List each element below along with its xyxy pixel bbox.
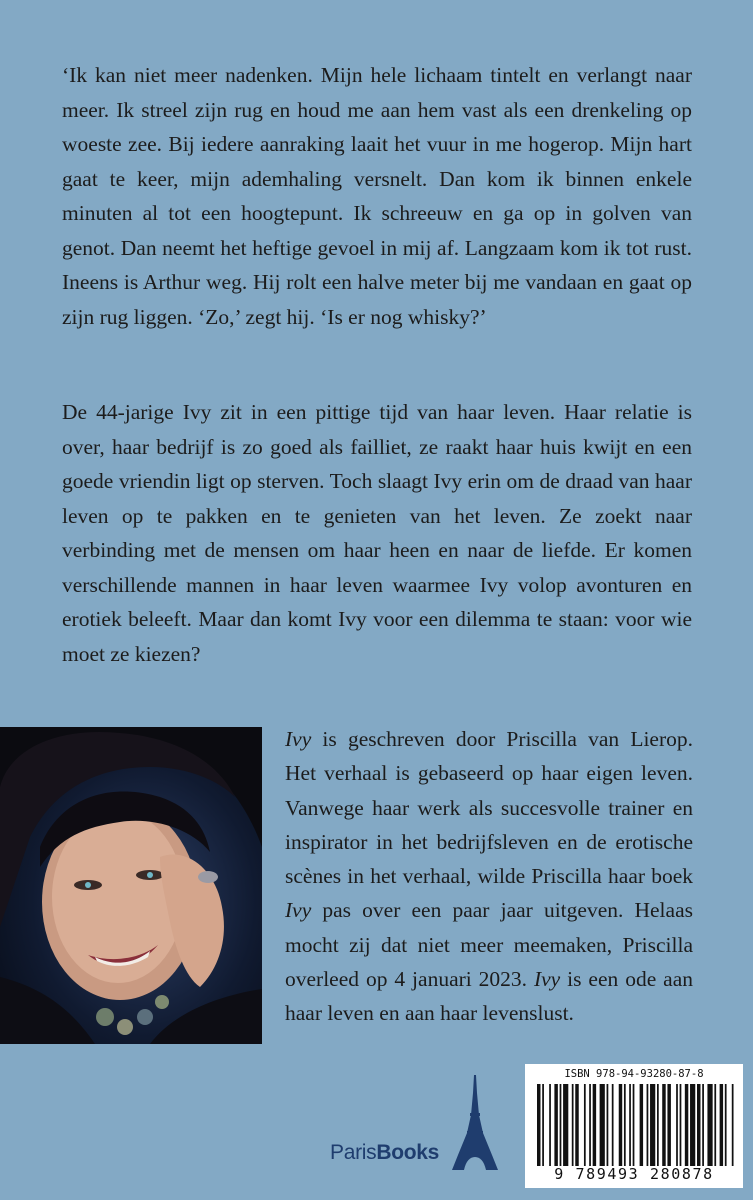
barcode-bar [690, 1084, 695, 1166]
barcode-bar [600, 1084, 605, 1166]
book-blurb: De 44-jarige Ivy zit in een pittige tijd van haar leven. Haar relatie is over, haar bedrijf is zo goed als failliet, ze raakt haar huis kwijt en een goede vriendin ligt op sterven. Toch slaagt Ivy erin om de draad van haar leven op te pakken en te genieten van het leven. Ze zoekt naar verbinding met de mensen om haar heen en naar de liefde. Er komen verschillende mannen in haar leven waarmee Ivy volop avonturen en erotiek beleeft. Maar dan komt Ivy voor een dilemma te staan: voor wie moet ze kiezen? [62, 400, 692, 666]
barcode-bar [593, 1084, 596, 1166]
eiffel-tower-icon [450, 1075, 500, 1170]
barcode-bar [650, 1084, 655, 1166]
barcode-bar [584, 1084, 586, 1166]
barcode-bar [575, 1084, 578, 1166]
barcode-bar [537, 1084, 540, 1166]
barcode-bar [640, 1084, 643, 1166]
publisher-logo [330, 1141, 439, 1165]
barcode [525, 1064, 743, 1188]
barcode-bars [537, 1084, 737, 1166]
author-photo [0, 727, 262, 1044]
barcode-bar [647, 1084, 649, 1166]
ean-number: 9 789493 280878 [554, 1165, 714, 1183]
barcode-bar [702, 1084, 704, 1166]
barcode-bar [629, 1084, 631, 1166]
barcode-bar [662, 1084, 665, 1166]
bio-text-3: is een ode aan haar leven en aan haar levenslust. [285, 967, 694, 1026]
barcode-bar [633, 1084, 635, 1166]
barcode-bar [714, 1084, 716, 1166]
barcode-bar [657, 1084, 659, 1166]
bio-title-2: Ivy [285, 898, 312, 923]
author-bio [285, 722, 693, 1031]
barcode-bar [667, 1084, 670, 1166]
barcode-bar [612, 1084, 614, 1166]
bio-text-2: pas over een paar jaar uitgeven. Helaas mocht zij dat niet meer meemaken, Priscilla overleed op 4 januari 2023. [285, 898, 693, 992]
back-cover-excerpt: ‘Ik kan niet meer nadenken. Mijn hele lichaam tintelt en verlangt naar meer. Ik streel zijn rug en houd me aan hem vast als een drenkeling op woeste zee. Bij iedere aanraking laait het vuur in me hogerop. Mijn hart gaat te keer, mijn ademhaling versnelt. Dan kom ik binnen enkele minuten al tot een hoogtepunt. Ik schreeuw en ga op in golven van genot. Dan neemt het heftige gevoel in mij af. Langzaam kom ik tot rust. Ineens is Arthur weg. Hij rolt een halve meter bij me vandaan en gaat op zijn rug liggen. ‘Zo,’ zegt hij. ‘Is er nog whisky?’ [62, 63, 692, 329]
barcode-bar [720, 1084, 723, 1166]
barcode-bar [697, 1084, 700, 1166]
barcode-bar [624, 1084, 626, 1166]
barcode-bar [563, 1084, 568, 1166]
barcode-bar [572, 1084, 574, 1166]
barcode-bar [680, 1084, 682, 1166]
barcode-bar [676, 1084, 678, 1166]
isbn-text: ISBN 978-94-93280-87-8 [564, 1068, 704, 1080]
barcode-bar [589, 1084, 591, 1166]
barcode-bar [607, 1084, 609, 1166]
barcode-bar [554, 1084, 557, 1166]
bio-title-1: Ivy [285, 727, 312, 751]
publisher-name-bold: Books [376, 1141, 440, 1164]
bio-text-1: is geschreven door Priscilla van Lierop. Het verhaal is gebaseerd op haar eigen leven. Vanwege haar werk als succesvolle trainer en inspirator in het bedrijfsleven en de erotische scènes in het verhaal, wilde Priscilla haar boek [285, 727, 693, 889]
barcode-bar [542, 1084, 544, 1166]
barcode-bar [549, 1084, 551, 1166]
barcode-bar [619, 1084, 622, 1166]
barcode-bar [725, 1084, 727, 1166]
barcode-bar [685, 1084, 688, 1166]
publisher-name-light: Paris [330, 1141, 377, 1164]
bio-title-3: Ivy [533, 967, 561, 992]
barcode-bar [732, 1084, 734, 1166]
barcode-bar [707, 1084, 712, 1166]
barcode-bar [560, 1084, 562, 1166]
